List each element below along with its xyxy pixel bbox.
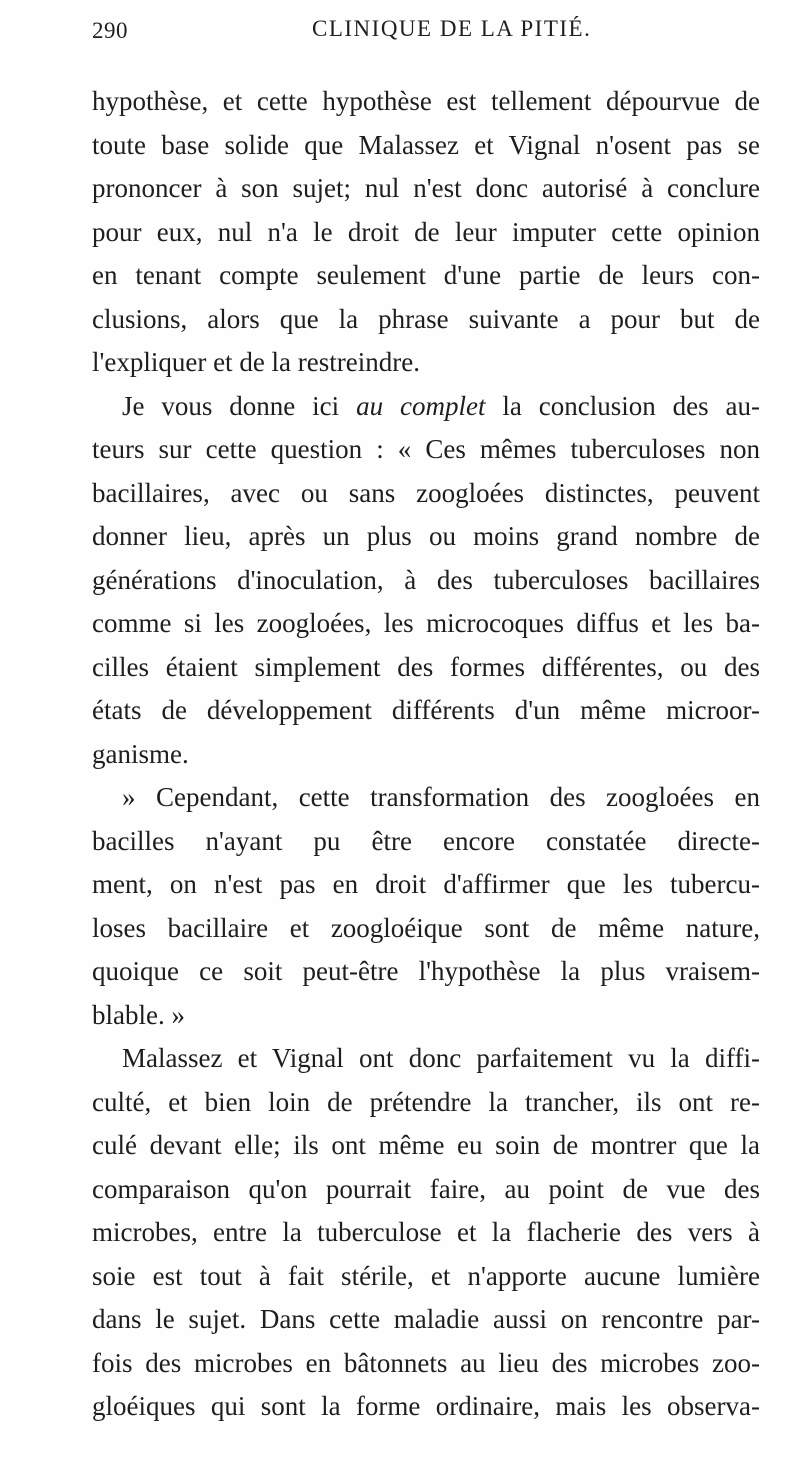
- text-line: culé devant elle; ils ont même eu soin de montrer que la: [92, 1130, 760, 1160]
- page-number: 290: [92, 18, 128, 43]
- text-line: culté, et bien loin de prétendre la trancher, ils ont re-: [92, 1086, 760, 1117]
- italic-emphasis: au complet: [356, 390, 486, 421]
- text-line: quoique ce soit peut-être l'hypothèse la plus vraisem-: [92, 956, 760, 986]
- text-line: comme si les zoogloées, les microcoques diffus et les ba-: [92, 608, 760, 638]
- text-line: microbes, entre la tuberculose et la flacherie des vers à: [92, 1217, 760, 1247]
- text-span: Je vous donne ici: [122, 390, 357, 421]
- text-line: Malassez et Vignal ont donc parfaitement vu la diffi-: [122, 1043, 760, 1073]
- text-line: l'expliquer et de la restreindre.: [92, 347, 420, 377]
- text-line: loses bacillaire et zoogloéique sont de même nature,: [92, 912, 760, 943]
- text-line: ment, on n'est pas en droit d'affirmer que les tubercu-: [92, 869, 760, 899]
- text-line: bacilles n'ayant pu être encore constatée directe-: [92, 825, 760, 856]
- text-line: bacillaires, avec ou sans zoogloées distinctes, peuvent: [92, 477, 760, 508]
- page-header: [92, 14, 762, 48]
- text-line: générations d'inoculation, à des tuberculoses bacillaires: [92, 564, 760, 595]
- text-line: pour eux, nul n'a le droit de leur imputer cette opinion: [92, 216, 760, 247]
- text-line: états de développement différents d'un même microor-: [92, 695, 760, 725]
- text-line: soie est tout à fait stérile, et n'apporte aucune lumière: [92, 1260, 760, 1291]
- text-line: » Cependant, cette transformation des zoogloées en: [122, 782, 760, 812]
- text-line: gloéiques qui sont la forme ordinaire, mais les observa-: [92, 1391, 760, 1421]
- text-line: comparaison qu'on pourrait faire, au point de vue des: [92, 1173, 760, 1204]
- running-title: CLINIQUE DE LA PITIÉ.: [312, 16, 592, 41]
- text-line: blable. »: [92, 999, 185, 1030]
- body-text: [92, 80, 760, 1429]
- text-line: dans le sujet. Dans cette maladie aussi on rencontre par-: [92, 1304, 760, 1334]
- text-line: prononcer à son sujet; nul n'est donc autorisé à conclure: [92, 173, 760, 203]
- text-line: [92, 385, 760, 429]
- text-line: hypothèse, et cette hypothèse est tellement dépourvue de: [92, 86, 760, 116]
- text-line: cilles étaient simplement des formes différentes, ou des: [92, 651, 760, 682]
- text-line: teurs sur cette question : « Ces mêmes tuberculoses non: [92, 434, 760, 464]
- text-line: donner lieu, après un plus ou moins grand nombre de: [92, 521, 760, 551]
- text-line: toute base solide que Malassez et Vignal n'osent pas se: [92, 129, 760, 160]
- text-line: fois des microbes en bâtonnets au lieu des microbes zoo-: [92, 1347, 760, 1378]
- text-line: en tenant compte seulement d'une partie de leurs con-: [92, 260, 760, 290]
- text-line: clusions, alors que la phrase suivante a pour but de: [92, 303, 760, 334]
- text-span: la conclusion des au-: [485, 390, 760, 421]
- text-line: ganisme.: [92, 738, 189, 769]
